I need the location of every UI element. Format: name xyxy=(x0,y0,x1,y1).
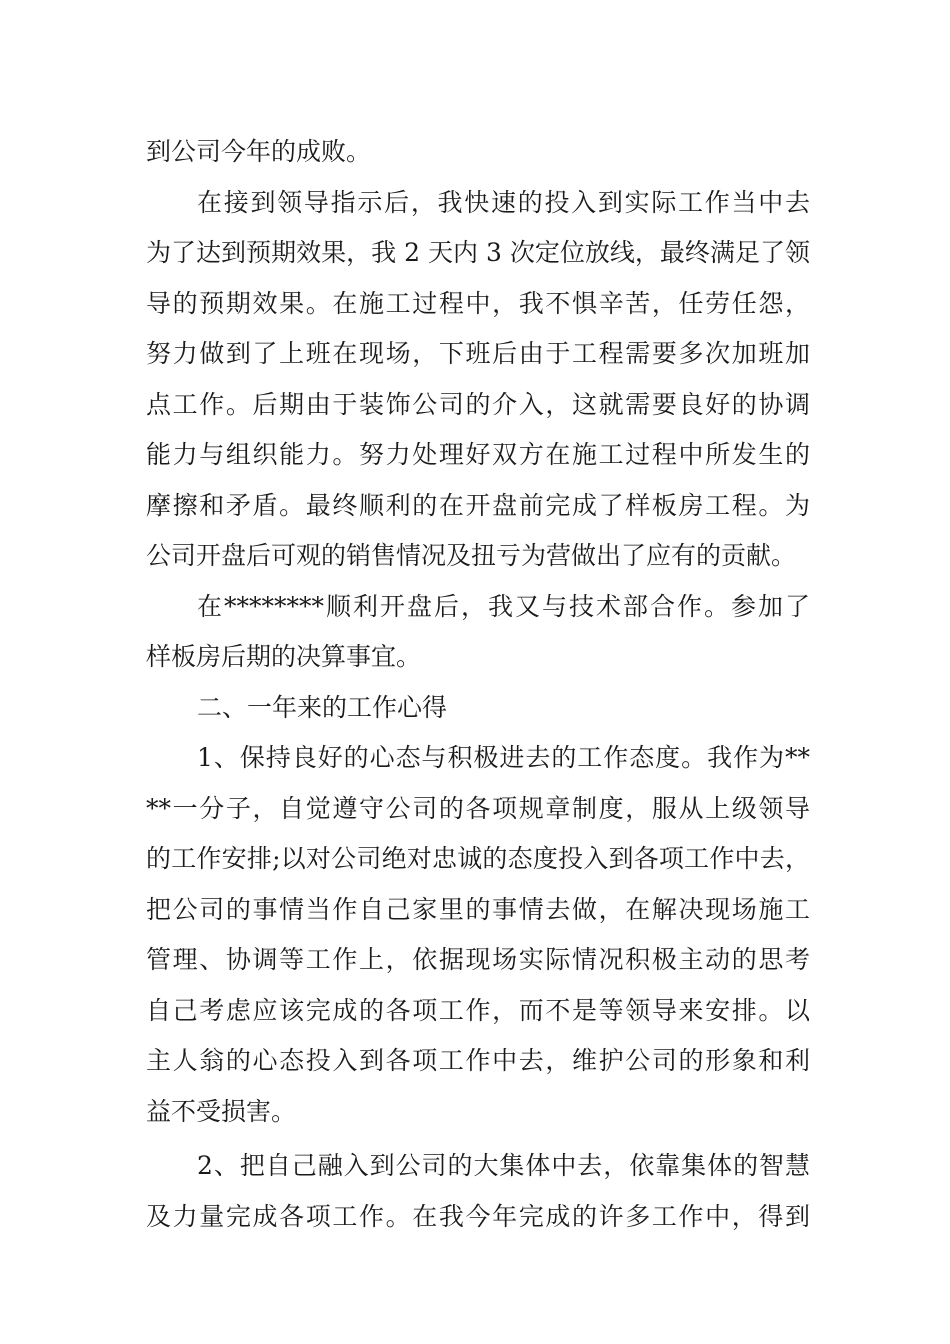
text-line: 自己考虑应该完成的各项工作，而不是等领导来安排。以 xyxy=(146,995,810,1025)
text-line: 努力做到了上班在现场，下班后由于工程需要多次加班加 xyxy=(146,339,810,368)
text-line: 1、保持良好的心态与积极进去的工作态度。我作为** xyxy=(197,743,810,772)
text-line: **一分子，自觉遵守公司的各项规章制度，服从上级领导 xyxy=(146,793,810,823)
text-line: 能力与组织能力。努力处理好双方在施工过程中所发生的 xyxy=(146,440,810,469)
text-line: 公司开盘后可观的销售情况及扭亏为营做出了应有的贡献。 xyxy=(146,541,797,570)
text-line: 的工作安排;以对公司绝对忠诚的态度投入到各项工作中去， xyxy=(146,844,810,873)
text-line: 在接到领导指示后，我快速的投入到实际工作当中去 xyxy=(197,187,810,217)
text-line: 为了达到预期效果，我 2 天内 3 次定位放线，最终满足了领 xyxy=(146,238,810,267)
text-line: 把公司的事情当作自己家里的事情去做，在解决现场施工 xyxy=(146,894,810,924)
document-body xyxy=(146,127,810,1242)
text-line: 2、把自己融入到公司的大集体中去，依靠集体的智慧 xyxy=(197,1151,810,1180)
text-line: 点工作。后期由于装饰公司的介入，这就需要良好的协调 xyxy=(146,389,810,419)
text-line: 主人翁的心态投入到各项工作中去，维护公司的形象和利 xyxy=(146,1046,810,1075)
text-line: 样板房后期的决算事宜。 xyxy=(146,642,422,671)
text-line: 摩擦和矛盾。最终顺利的在开盘前完成了样板房工程。为 xyxy=(146,490,810,520)
text-line: 益不受损害。 xyxy=(146,1096,297,1126)
text-line: 到公司今年的成败。 xyxy=(146,137,372,166)
text-line: 管理、协调等工作上，依据现场实际情况积极主动的思考 xyxy=(146,945,810,974)
section-heading: 二、一年来的工作心得 xyxy=(197,692,448,722)
text-line: 在********顺利开盘后，我又与技术部合作。参加了 xyxy=(197,591,810,621)
text-line: 及力量完成各项工作。在我今年完成的许多工作中，得到 xyxy=(146,1201,810,1231)
text-line: 导的预期效果。在施工过程中，我不惧辛苦，任劳任怨， xyxy=(146,288,810,318)
